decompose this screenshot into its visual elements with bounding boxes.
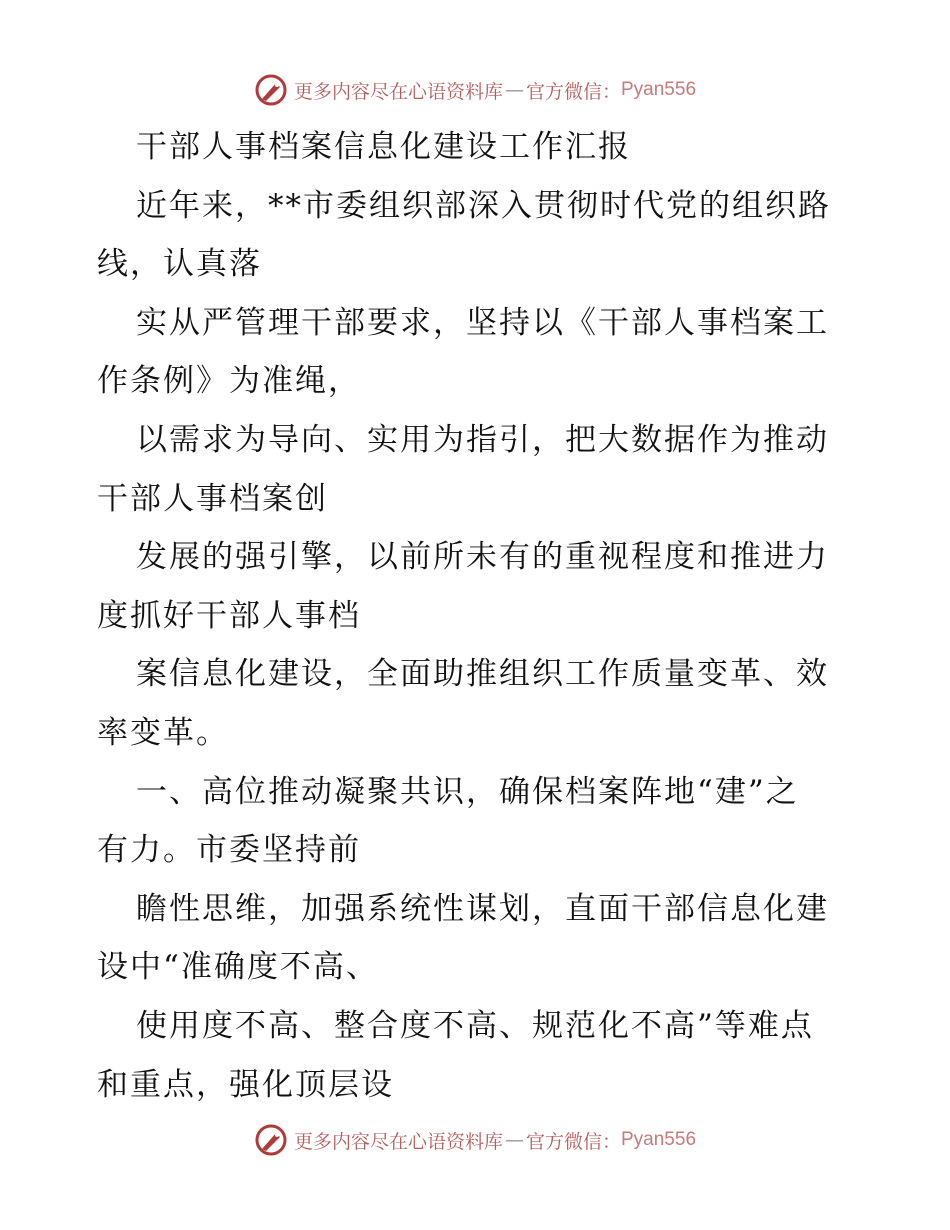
banner-separator: — (504, 1129, 524, 1151)
paragraph-line: 近年来，**市委组织部深入贯彻时代党的组织路 (136, 187, 831, 224)
watermark-banner-bottom (0, 1120, 950, 1160)
paragraph-line: 率变革。 (97, 714, 229, 751)
paragraph-line: 一、高位推动凝聚共识，确保档案阵地“建”之 (136, 773, 799, 810)
paragraph-line: 使用度不高、整合度不高、规范化不高”等难点 (136, 1007, 814, 1044)
fountain-pen-logo-icon (254, 1123, 288, 1157)
paragraph-line: 以需求为导向、实用为指引，把大数据作为推动 (136, 421, 829, 458)
paragraph-line: 设中“准确度不高、 (97, 949, 379, 986)
paragraph-line: 干部人事档案创 (97, 480, 328, 517)
banner-wechat-label: 官方微信： (525, 1130, 621, 1153)
paragraph-line: 有力。市委坚持前 (97, 832, 361, 869)
watermark-banner-top (0, 70, 950, 110)
banner-wechat-id: Pyan556 (621, 1129, 697, 1150)
paragraph-line: 发展的强引擎，以前所未有的重视程度和推进力 (136, 539, 829, 576)
paragraph-line: 线，认真落 (97, 246, 262, 283)
document-body (97, 118, 857, 1114)
document-title: 干部人事档案信息化建设工作汇报 (136, 129, 631, 165)
banner-separator: — (504, 79, 524, 101)
fountain-pen-logo-icon (254, 73, 288, 107)
banner-wechat-id: Pyan556 (621, 79, 697, 100)
banner-wechat-label: 官方微信： (525, 80, 621, 103)
paragraph-line: 瞻性思维，加强系统性谋划，直面干部信息化建 (136, 890, 829, 927)
paragraph-line: 度抓好干部人事档 (97, 597, 361, 634)
banner-text: 更多内容尽在心语资料库 (293, 1130, 503, 1153)
paragraph-line: 实从严管理干部要求，坚持以《干部人事档案工 (136, 304, 829, 341)
banner-text: 更多内容尽在心语资料库 (293, 80, 503, 103)
document-lines (97, 177, 857, 1115)
paragraph-line: 作条例》为准绳， (97, 363, 361, 400)
paragraph-line: 案信息化建设，全面助推组织工作质量变革、效 (136, 656, 829, 693)
paragraph-line: 和重点，强化顶层设 (97, 1066, 394, 1103)
